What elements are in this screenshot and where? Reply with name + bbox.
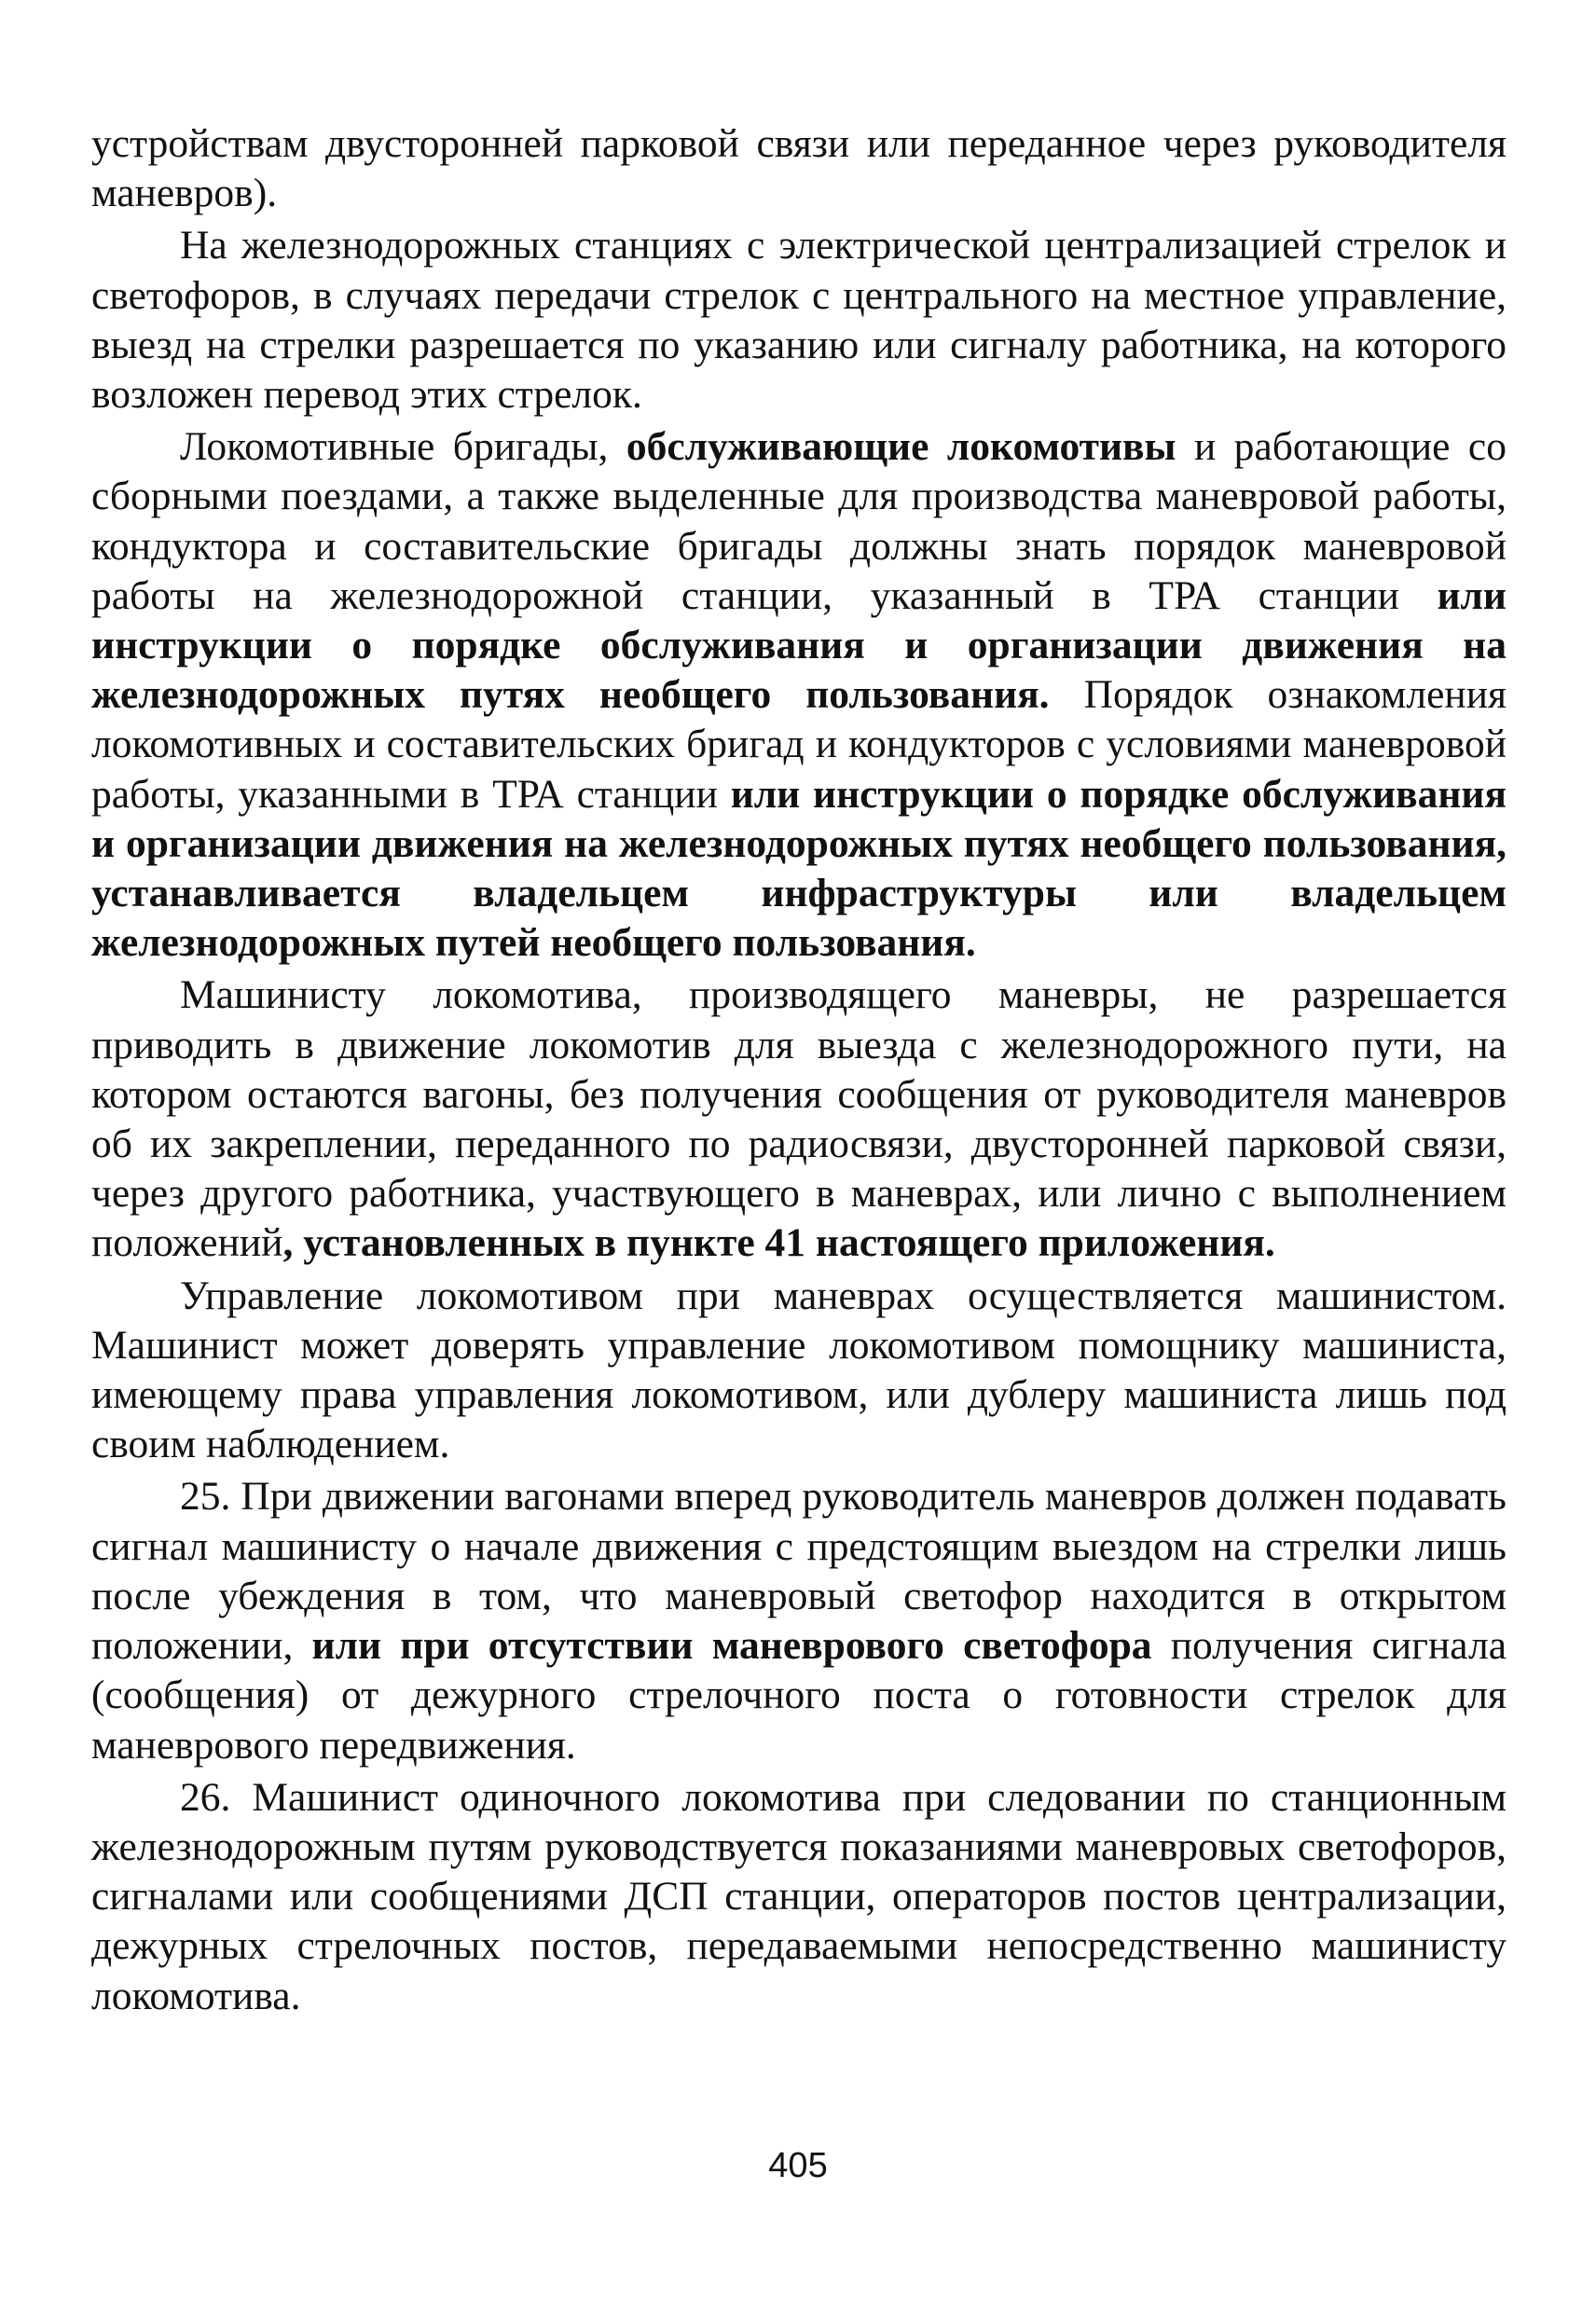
page-number: 405: [768, 2146, 828, 2185]
page-body: [91, 119, 1507, 2021]
paragraph-3: [91, 422, 1507, 968]
paragraph-6-item-25: [91, 1472, 1507, 1769]
paragraph-6-run-3: получения сигнала (сообщения) от дежурного стрелочного поста о готовности стрелок для маневрового передвижения.: [91, 1623, 1507, 1768]
paragraph-6-run-2-bold: или при отсутствии маневрового светофора: [311, 1623, 1152, 1669]
paragraph-5: [91, 1272, 1507, 1470]
paragraph-3-run-4-bold: или инструкции о порядке обслуживания и организации движения на железнодорожных путях необщего пользования.: [91, 572, 1507, 718]
paragraph-3-run-6-bold: или инструкции о порядке обслуживания и организации движения на железнодорожных путях необщего пользования, устанавливается владельцем инфраструктуры или владельцем железнодорожных путей необщего пользования.: [91, 771, 1507, 966]
paragraph-4-run-1: Машинисту локомотива, производящего маневры, не разрешается приводить в движение локомотив для выезда с железнодорожного пути, на котором остаются вагоны, без получения сообщения от руководителя маневров об их закреплении, переданного по радиосвязи, двусторонней парковой связи, через другого работника, участвующего в маневрах, или лично с выполнением положений: [91, 972, 1507, 1266]
paragraph-4-run-2-bold: , установленных в пункте 41 настоящего приложения.: [282, 1220, 1275, 1266]
paragraph-1: [91, 119, 1507, 218]
paragraph-3-run-5: Порядок ознакомления локомотивных и составительских бригад и кондукторов с условиями маневровой работы, указанными в ТРА станции: [91, 672, 1507, 817]
paragraph-7-run-1: 26. Машинист одиночного локомотива при следовании по станционным железнодорожным путям руководствуется показаниями маневровых светофоров, сигналами или сообщениями ДСП станции, операторов постов централизации, дежурных стрелочных постов, передаваемыми непосредственно машинисту локомотива.: [91, 1774, 1507, 2018]
paragraph-3-run-3: и работающие со сборными поездами, а также выделенные для производства маневровой работы, кондуктора и составительские бригады должны знать порядок маневровой работы на железнодорожной станции, указанный в ТРА станции: [91, 424, 1507, 618]
paragraph-1-run-1: устройствам двусторонней парковой связи или переданное через руководителя маневров).: [91, 121, 1507, 216]
paragraph-7-item-26: [91, 1773, 1507, 2021]
paragraph-3-run-2-bold: обслуживающие локомотивы: [626, 424, 1176, 470]
paragraph-6-run-1: 25. При движении вагонами вперед руководитель маневров должен подавать сигнал машинисту о начале движения с предстоящим выездом на стрелки лишь после убеждения в том, что маневровый светофор находится в открытом положении,: [91, 1474, 1507, 1669]
paragraph-3-run-1: Локомотивные бригады,: [180, 424, 626, 470]
paragraph-4: [91, 970, 1507, 1268]
paragraph-2: [91, 221, 1507, 420]
paragraph-2-run-1: На железнодорожных станциях с электрической централизацией стрелок и светофоров, в случаях передачи стрелок с центрального на местное управление, выезд на стрелки разрешается по указанию или сигналу работника, на которого возложен перевод этих стрелок.: [91, 223, 1507, 418]
paragraph-5-run-1: Управление локомотивом при маневрах осуществляется машинистом. Машинист может доверять управление локомотивом помощнику машиниста, имеющему права управления локомотивом, или дублеру машиниста лишь под своим наблюдением.: [91, 1273, 1507, 1467]
